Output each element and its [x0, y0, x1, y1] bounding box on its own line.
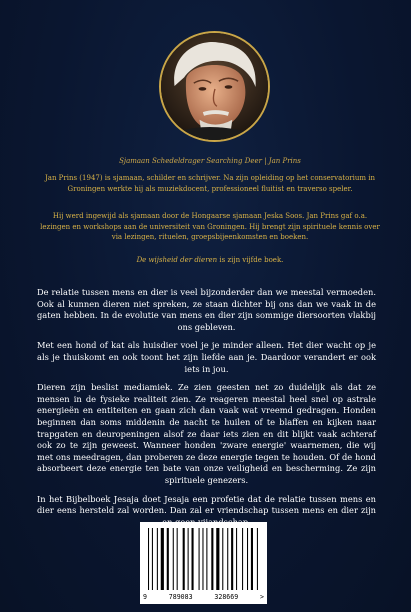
barcode-bar — [231, 528, 233, 590]
barcode-bar — [188, 528, 189, 590]
bio-paragraph-3-text: is zijn vijfde boek. — [217, 256, 284, 264]
barcode-bar — [236, 528, 237, 590]
barcode-bar — [206, 528, 207, 590]
barcode-digits-right: 328669 — [214, 593, 239, 601]
author-bio-2 — [40, 211, 380, 243]
barcode-bar — [167, 528, 169, 590]
barcode-digit-lead: 9 — [143, 593, 147, 601]
barcode-bar — [161, 528, 164, 590]
barcode-digits-left: 789083 — [168, 593, 193, 601]
barcode-bar — [152, 528, 153, 590]
barcode-bar — [257, 528, 258, 590]
barcode-bar — [177, 528, 178, 590]
barcode-bar — [192, 528, 194, 590]
barcode-bar — [227, 528, 228, 590]
author-portrait — [159, 31, 270, 142]
blurb-paragraph-1: De relatie tussen mens en dier is veel bijzonderder dan we meestal vermoeden. Ook al kunnen dieren niet spreken, ze staan dichter bij ons dan we vaak in de gaten hebben. In de evolutie van mens en dier zijn sommige diersoorten vlakbij ons gebleven. — [37, 287, 376, 332]
bio-paragraph-2-text: Hij werd ingewijd als sjamaan door de Hongaarse sjamaan Jeska Soos. Jan Prins gaf o.a. lezingen en workshops aan de universiteit van Groningen. Hij brengt zijn spirituele kennis over via lezingen, rituelen, groepsbijeenkomsten en boeken. — [40, 212, 380, 242]
barcode-bar — [157, 528, 158, 590]
barcode-bar — [216, 528, 219, 590]
blurb-paragraph-2: Met een hond of kat als huisdier voel je je minder alleen. Het dier wacht op je als je thuiskomt en ook toont het zijn liefde aan je. Daardoor verandert er ook iets in jou. — [37, 340, 376, 374]
author-bio-1 — [40, 173, 380, 194]
bio-paragraph-3 — [40, 255, 380, 266]
author-caption-block — [40, 156, 380, 167]
barcode-bar — [242, 528, 243, 590]
barcode-quiet-zone-mark: > — [259, 593, 264, 601]
author-bio-3 — [40, 255, 380, 266]
barcode-bar — [202, 528, 203, 590]
barcode-bar — [247, 528, 248, 590]
barcode-bar — [251, 528, 253, 590]
barcode-bar — [173, 528, 174, 590]
bio-paragraph-2 — [40, 211, 380, 243]
barcode-bar — [222, 528, 223, 590]
barcode-bar — [148, 528, 149, 590]
author-photo-image — [161, 33, 268, 140]
blurb-paragraph-4: In het Bijbelboek Jesaja doet Jesaja een profetie dat de relatie tussen mens en dier eens hersteld zal worden. Dan zal er vriendschap tussen mens en dier zijn — [37, 493, 376, 516]
barcode-bar — [199, 528, 200, 590]
barcode-bars — [140, 522, 267, 594]
bio-paragraph-1: Jan Prins (1947) is sjamaan, schilder en schrijver. Na zijn opleiding op het conservatorium in Groningen werkte hij als muziekdocent, professioneel fluitist en traverso speler. — [44, 174, 376, 193]
book-title: De wijsheid der dieren — [136, 256, 218, 264]
barcode-bar — [211, 528, 213, 590]
blurb — [37, 287, 376, 535]
photo-caption: Sjamaan Schedeldrager Searching Deer | Jan Prins — [119, 157, 301, 165]
barcode-bar — [183, 528, 185, 590]
barcode-digits — [140, 593, 267, 601]
blurb-paragraph-3: Dieren zijn beslist mediamiek. Ze zien geesten net zo duidelijk als dat ze mensen in de fysieke realiteit zien. Ze reageren meestal heel snel op astrale energieën en entiteiten en gaan zich dan vaak wat vreemd gedragen. Honden beginnen dan soms middenin de nacht te huilen of te blaffen en kijken naar trapgaten en deuropeningen alsof ze daar iets zien en dit blijkt vaak achteraf ook zo te zijn geweest. Wanneer honden 'zware energie' waarnemen, die wij met ons meedragen, dan proberen ze deze energie tegen te houden. Of de hond absorbeert deze energie ten bate van onze veiligheid en bescherming. Ze zijn spirituele genezers. — [37, 382, 376, 485]
isbn-barcode — [140, 522, 267, 604]
